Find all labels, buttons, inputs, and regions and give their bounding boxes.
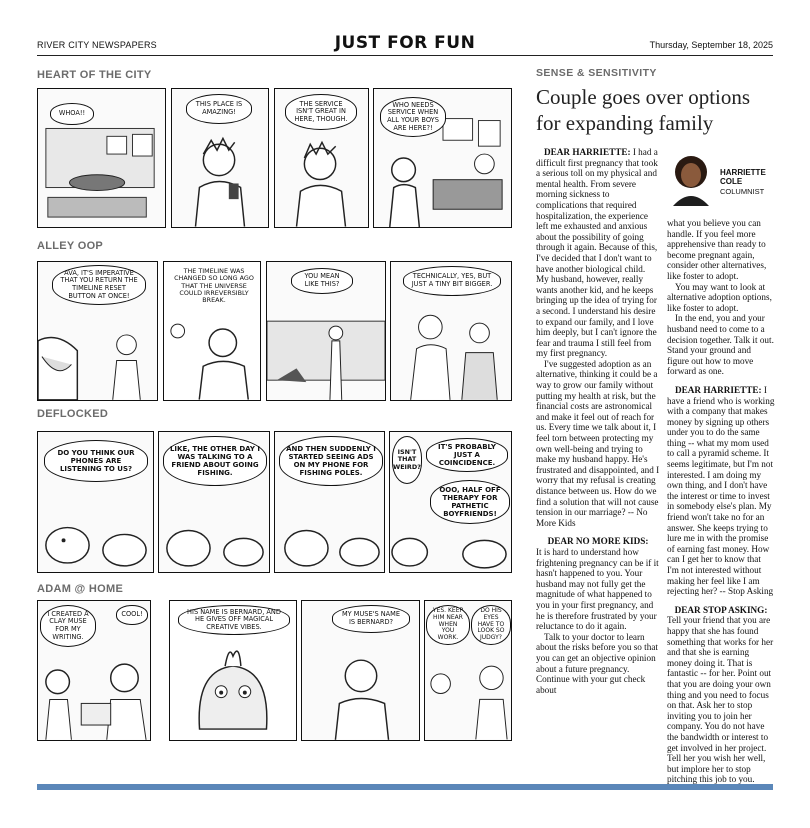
speech-bubble: AND THEN SUDDENLY I STARTED SEEING ADS ON MY PHONE FOR FISHING POLES. [279, 436, 383, 486]
comic-title-alley-oop: ALLEY OOP [37, 240, 104, 252]
comic-panel [424, 600, 512, 741]
comic-panel [389, 431, 512, 573]
speech-text: THE TIMELINE WAS CHANGED SO LONG AGO THAT THE UNIVERSE COULD IRREVERSIBLY BREAK. [174, 267, 254, 305]
speech-bubble: YES. KEEP HIM NEAR WHEN YOU WORK. [426, 605, 470, 645]
speech-bubble: HIS NAME IS BERNARD, AND HE GIVES OFF MAGICAL CREATIVE VIBES. [178, 605, 290, 635]
article-paragraph: Tell your friend that you are happy that she has found something that works for her and that she is earning money doing it. That is fantastic -- for her. Point out that you are doing your own thing and you need to focus on that. Ask her to stop inviting you to join her company. You do not have the bandwidth or interest to get involved in her project. Tell her you wish her well, but implore her to stop pitching this job to you. [667, 615, 774, 785]
comic-panel [158, 431, 270, 573]
comic-panel [373, 88, 512, 228]
speech-bubble: AVA, IT'S IMPERATIVE THAT YOU RETURN THE TIMELINE RESET BUTTON AT ONCE! [52, 265, 146, 305]
article-paragraph: You may want to look at alternative adoption options, like foster to adopt. [667, 281, 772, 313]
comic-panel [37, 261, 158, 401]
article-paragraph: DEAR HARRIETTE: I had a difficult first pregnancy that took a serious toll on my physical and mental health. From severe morning sickness to complications that required hospitalization, the experience left me exhausted and anxious about the possibility of going through it again. Because of this, I've decided that I don't want to have another biological child. My husband, however, really wants another kid, and he keeps bringing up the idea of trying for a second. I understand his desire to expand our family, and I love him deeply, but I can't ignore the fear and trauma I still feel from my first pregnancy. [536, 147, 658, 359]
article-paragraph: I've suggested adoption as an alternative, thinking it could be a way to grow our family without putting my health at risk, but the financial costs are astronomical and make it feel out of reach for us. Every time we talk about it, I feel torn between protecting my own well-being and trying to make my husband happy. He's frustrated and disappointed, and I worry that my refusal is creating distance between us. How do we find a solution that will not cause tension in our marriage? -- No More Kids [536, 358, 660, 528]
author-role: COLUMNIST [720, 187, 765, 196]
issue-date: Thursday, September 18, 2025 [649, 40, 773, 50]
speech-bubble: IT'S PROBABLY JUST A COINCIDENCE. [426, 438, 508, 472]
speech-bubble: WHO NEEDS SERVICE WHEN ALL YOUR BOYS ARE HERE?! [380, 97, 446, 137]
comic-panel [274, 88, 369, 228]
page-title: JUST FOR FUN [334, 33, 476, 53]
footer-rule [37, 784, 773, 790]
speech-bubble: LIKE, THE OTHER DAY I WAS TALKING TO A FRIEND ABOUT GOING FISHING. [163, 436, 267, 486]
speech-bubble: DO HIS EYES HAVE TO LOOK SO JUDGY? [471, 605, 511, 645]
masthead [37, 32, 773, 56]
comic-strip-alley-oop [37, 261, 512, 401]
comic-panel [301, 600, 420, 741]
author-name: HARRIETTE COLE [720, 168, 766, 186]
comic-panel [37, 431, 154, 573]
speech-bubble: COOL! [116, 605, 148, 625]
speech-bubble: MY MUSE'S NAME IS BERNARD? [332, 605, 410, 633]
article-column-2 [667, 218, 775, 785]
speech-bubble: THIS PLACE IS AMAZING! [186, 94, 252, 124]
article-paragraph: DEAR NO MORE KIDS: [547, 536, 649, 547]
article-paragraph: It is hard to understand how frightening pregnancy can be if it hasn't happened to you. Your husband may not fully get the magnitude of what happened to you in your first pregnancy, and he is therefore frustrated by your reluctance to do it again. [536, 546, 659, 632]
comic-title-heart-of-the-city: HEART OF THE CITY [37, 69, 152, 81]
comic-panel [266, 261, 386, 401]
speech-bubble: YOU MEAN LIKE THIS? [291, 268, 353, 294]
comic-title-adam-at-home: ADAM @ HOME [37, 583, 124, 595]
comic-panel [169, 600, 297, 741]
comic-panel [37, 88, 166, 228]
comic-title-deflocked: DEFLOCKED [37, 408, 109, 420]
comic-panel [274, 431, 385, 573]
author-photo [667, 150, 715, 206]
article-paragraph: DEAR HARRIETTE: I have a friend who is working with a company that makes money by signing up others under you to do the same thing -- what my mom used to call a pyramid scheme. It seems legitimate, but I'm not interested. I am doing my own thing, and I don't have the interest or time to invest in somebody else's plan. My friend won't take no for an answer. She keeps trying to lure me in with the promise of earning fast money. How can I get her to know that I'm not interested without making her feel like I am rejecting her? -- Stop Asking [667, 384, 775, 597]
comic-panel [171, 88, 269, 228]
speech-bubble: OOO, HALF OFF THERAPY FOR PATHETIC BOYFRIENDS! [430, 480, 510, 524]
speech-bubble: DO YOU THINK OUR PHONES ARE LISTENING TO US? [44, 440, 148, 482]
speech-bubble: ISN'T THAT WEIRD? [392, 436, 422, 484]
speech-bubble: I CREATED A CLAY MUSE FOR MY WRITING. [40, 605, 96, 647]
article-paragraph: In the end, you and your husband need to come to a decision together. Talk it out. Stand your ground and figure out how to move forward as one. [667, 313, 774, 377]
article-paragraph: what you believe you can handle. If you feel more apprehensive than ready to become pregnant again, consider other alternatives, like foster to adopt. [667, 218, 767, 281]
article-paragraph: DEAR STOP ASKING: [674, 604, 768, 615]
comic-strip-adam-at-home [37, 600, 512, 741]
article-paragraph: Talk to your doctor to learn about the risks before you so that you can get an objective opinion about a future pregnancy. Continue with your gut check about [536, 631, 658, 695]
speech-bubble: THE SERVICE ISN'T GREAT IN HERE, THOUGH. [285, 94, 357, 130]
speech-bubble: WHOA!! [50, 103, 94, 125]
speech-bubble: TECHNICALLY, YES, BUT JUST A TINY BIT BIGGER. [403, 266, 501, 296]
author-portrait-icon [667, 150, 715, 206]
comic-panel [37, 600, 151, 741]
section-label: SENSE & SENSITIVITY [536, 67, 657, 79]
article-column-1 [536, 147, 660, 695]
comic-panel [390, 261, 512, 401]
comic-strip-heart-of-the-city [37, 88, 512, 228]
publication-name: RIVER CITY NEWSPAPERS [37, 40, 157, 50]
comic-strip-deflocked [37, 431, 512, 573]
article-headline: Couple goes over options for expanding family [536, 85, 751, 135]
comic-panel [163, 261, 261, 401]
